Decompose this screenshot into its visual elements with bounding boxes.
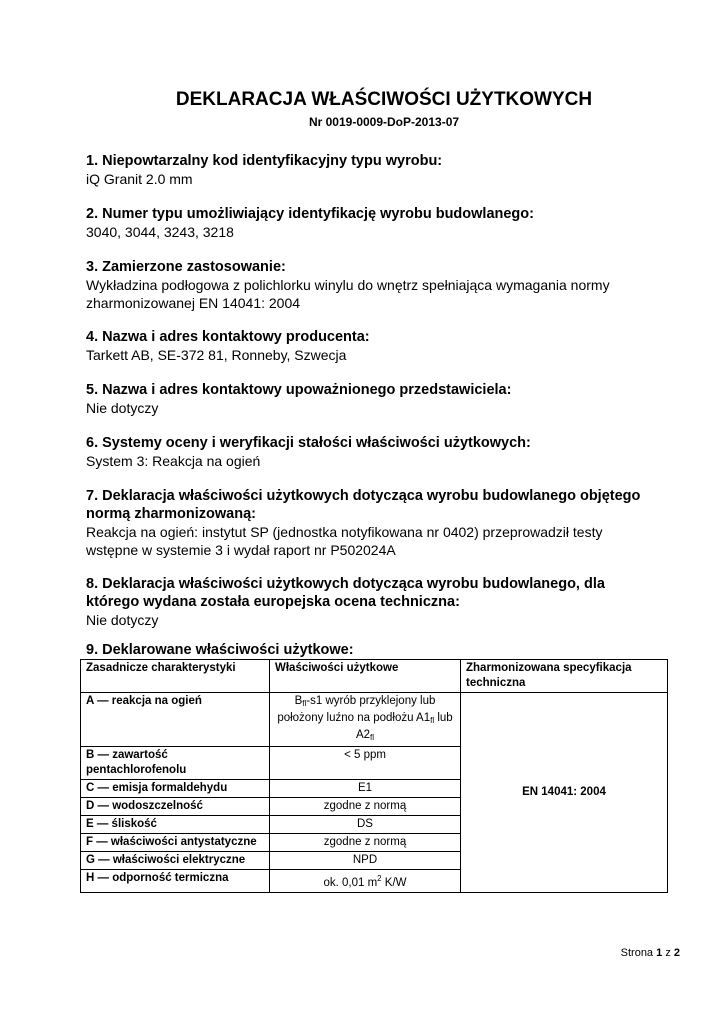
characteristic-cell: B — zawartość pentachlorofenolu [81, 747, 270, 780]
section-text: Nie dotyczy [86, 400, 159, 416]
section-heading: 3. Zamierzone zastosowanie: [86, 259, 286, 275]
value-subscript: fl [302, 699, 307, 708]
section-text: 3040, 3044, 3243, 3218 [86, 224, 234, 240]
value-cell [270, 870, 461, 893]
page-current: 1 [656, 947, 663, 959]
section-text: System 3: Reakcja na ogień [86, 453, 261, 469]
characteristic-cell: F — właściwości antystatyczne [81, 834, 270, 852]
value-cell: NPD [270, 852, 461, 870]
section-heading: 7. Deklaracja właściwości użytkowych dotycząca wyrobu budowlanego objętego [86, 488, 641, 504]
characteristic-cell: D — wodoszczelność [81, 798, 270, 816]
value-cell: E1 [270, 780, 461, 798]
value-text: -s1 wyrób przyklejony lub położony luźno na podłożu A1 [277, 695, 436, 724]
characteristic-cell: E — śliskość [81, 816, 270, 834]
section-6 [86, 434, 686, 470]
value-cell [270, 693, 461, 747]
value-text: ok. 0,01 m [323, 877, 378, 889]
table-row [81, 693, 668, 747]
table-header-cell: Zasadnicze charakterystyki [81, 660, 270, 693]
section-heading: 9. Deklarowane właściwości użytkowe: [86, 642, 354, 658]
section-heading: 4. Nazwa i adres kontaktowy producenta: [86, 329, 370, 345]
document-title: DEKLARACJA WŁAŚCIWOŚCI UŻYTKOWYCH [175, 89, 593, 110]
section-1 [86, 152, 686, 188]
section-heading: 5. Nazwa i adres kontaktowy upoważnionego przedstawiciela: [86, 382, 512, 398]
table-header-row [81, 660, 668, 693]
table-header-cell: Zharmonizowana specyfikacja techniczna [461, 660, 668, 693]
value-text: B [294, 695, 303, 707]
page-total: 2 [673, 947, 680, 959]
value-subscript: fl [370, 733, 375, 742]
value-cell: zgodne z normą [270, 834, 461, 852]
section-heading: 6. Systemy oceny i weryfikacji stałości właściwości użytkowych: [86, 435, 531, 451]
value-cell: zgodne z normą [270, 798, 461, 816]
section-7 [86, 487, 686, 559]
section-text: wstępne w systemie 3 i wydał raport nr P502024A [86, 542, 396, 558]
value-superscript: 2 [377, 874, 382, 883]
page-footer [621, 947, 680, 959]
spec-cell: EN 14041: 2004 [461, 693, 668, 893]
page-label: Strona [620, 947, 654, 959]
section-4 [86, 328, 686, 364]
section-text: Tarkett AB, SE-372 81, Ronneby, Szwecja [86, 347, 347, 363]
section-2 [86, 205, 686, 241]
document-number: Nr 0019-0009-DoP-2013-07 [308, 115, 460, 129]
section-3 [86, 258, 686, 312]
characteristic-cell: H — odporność termiczna [81, 870, 270, 893]
section-heading-cont: którego wydana została europejska ocena techniczna: [86, 594, 460, 610]
section-text: Reakcja na ogień: instytut SP (jednostka notyfikowana nr 0402) przeprowadził testy [86, 524, 603, 540]
section-heading: 8. Deklaracja właściwości użytkowych dotycząca wyrobu budowlanego, dla [86, 576, 605, 592]
section-heading: 2. Numer typu umożliwiający identyfikację wyrobu budowlanego: [86, 206, 534, 222]
value-text: K/W [381, 877, 407, 889]
section-9 [86, 641, 686, 659]
section-8 [86, 575, 686, 629]
section-text: iQ Granit 2.0 mm [86, 171, 193, 187]
section-text: Nie dotyczy [86, 612, 159, 628]
section-5 [86, 381, 686, 417]
section-text: Wykładzina podłogowa z polichlorku winylu do wnętrz spełniająca wymagania normy [86, 277, 610, 293]
section-heading: 1. Niepowtarzalny kod identyfikacyjny typu wyrobu: [86, 153, 443, 169]
section-text: zharmonizowanej EN 14041: 2004 [86, 295, 301, 311]
page-of: z [665, 947, 671, 959]
value-subscript: fl [430, 716, 435, 725]
characteristic-cell: A — reakcja na ogień [81, 693, 270, 747]
value-cell: < 5 ppm [270, 747, 461, 780]
section-heading-cont: normą zharmonizowaną: [86, 506, 256, 522]
table-header-cell: Właściwości użytkowe [270, 660, 461, 693]
value-cell: DS [270, 816, 461, 834]
characteristic-cell: G — właściwości elektryczne [81, 852, 270, 870]
value-text: lub A2 [355, 712, 453, 741]
properties-table [80, 659, 668, 893]
characteristic-cell: C — emisja formaldehydu [81, 780, 270, 798]
